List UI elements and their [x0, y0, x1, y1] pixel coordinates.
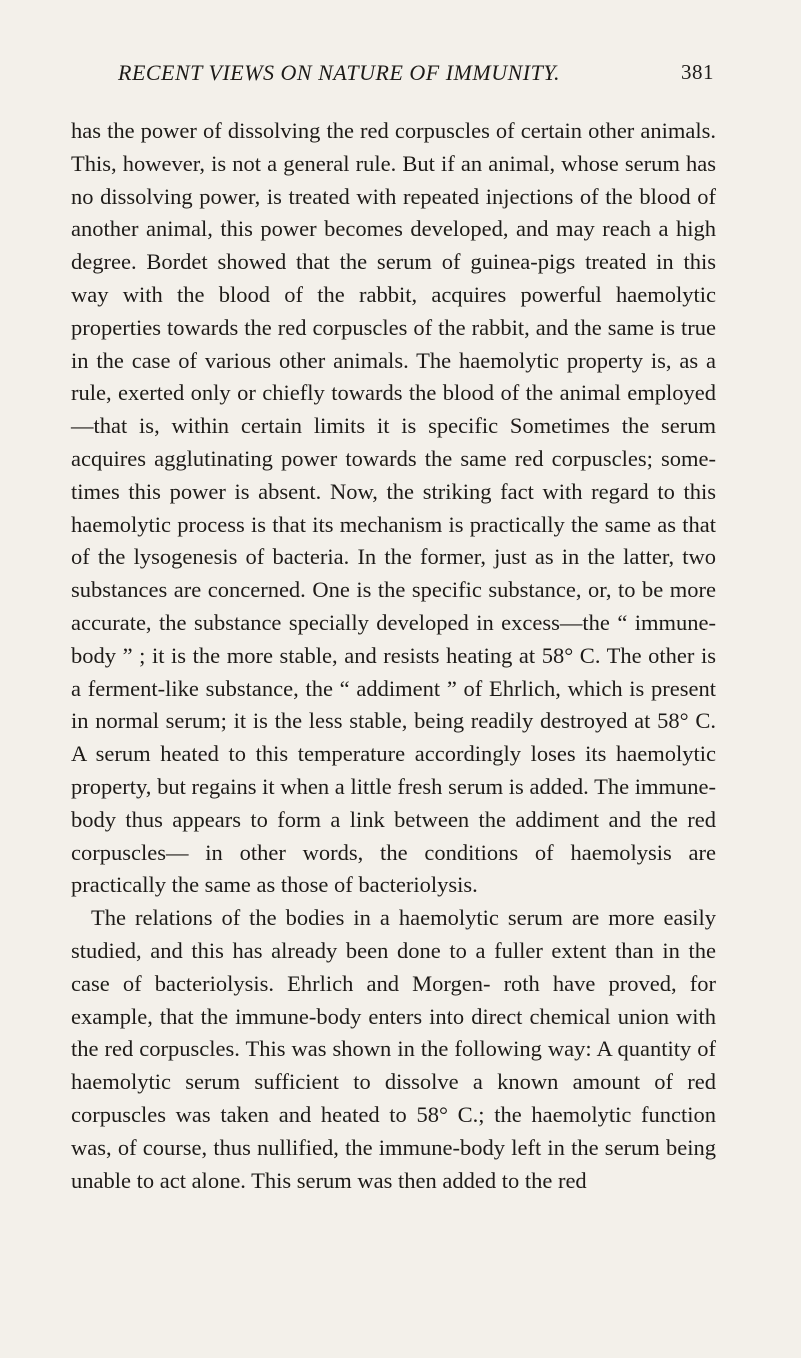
running-head	[118, 60, 714, 90]
paragraph: has the power of dissolving the red corpuscles of certain other animals. This, however, is not a general rule. But if an animal, whose serum has no dissolving power, is treated with repeated injections of the blood of another animal, this power becomes developed, and may reach a high degree. Bordet showed that the serum of guinea-pigs treated in this way with the blood of the rabbit, acquires powerful haemolytic properties towards the red corpuscles of the rabbit, and the same is true in the case of various other animals. The haemolytic property is, as a rule, exerted only or chiefly towards the blood of the animal employed—that is, within certain limits it is specific Sometimes the serum acquires agglutinating power towards the same red corpuscles; some- times this power is absent. Now, the striking fact with regard to this haemolytic process is that its mechanism is practically the same as that of the lysogenesis of bacteria. In the former, just as in the latter, two substances are concerned. One is the specific substance, or, to be more accurate, the substance specially developed in excess—the “ immune-body ” ; it is the more stable, and resists heating at 58° C. The other is a ferment-like substance, the “ addiment ” of Ehrlich, which is present in normal serum; it is the less stable, being readily destroyed at 58° C. A serum heated to this temperature accordingly loses its haemolytic property, but regains it when a little fresh serum is added. The immune-body thus appears to form a link between the addiment and the red corpuscles— in other words, the conditions of haemolysis are practically the same as those of bacteriolysis.	[71, 118, 716, 898]
paragraph: The relations of the bodies in a haemolytic serum are more easily studied, and this has already been done to a fuller extent than in the case of bacteriolysis. Ehrlich and Morgen- roth have proved, for example, that the immune-body enters into direct chemical union with the red corpuscles. This was shown in the following way: A quantity of haemolytic serum sufficient to dissolve a known amount of red corpuscles was taken and heated to 58° C.; the haemolytic function was, of course, thus nullified, the immune-body left in the serum being unable to act alone. This serum was then added to the red	[71, 905, 716, 1193]
page-number: 381	[681, 60, 714, 84]
body-text	[71, 115, 716, 1197]
running-title: RECENT VIEWS ON NATURE OF IMMUNITY.	[118, 60, 561, 85]
